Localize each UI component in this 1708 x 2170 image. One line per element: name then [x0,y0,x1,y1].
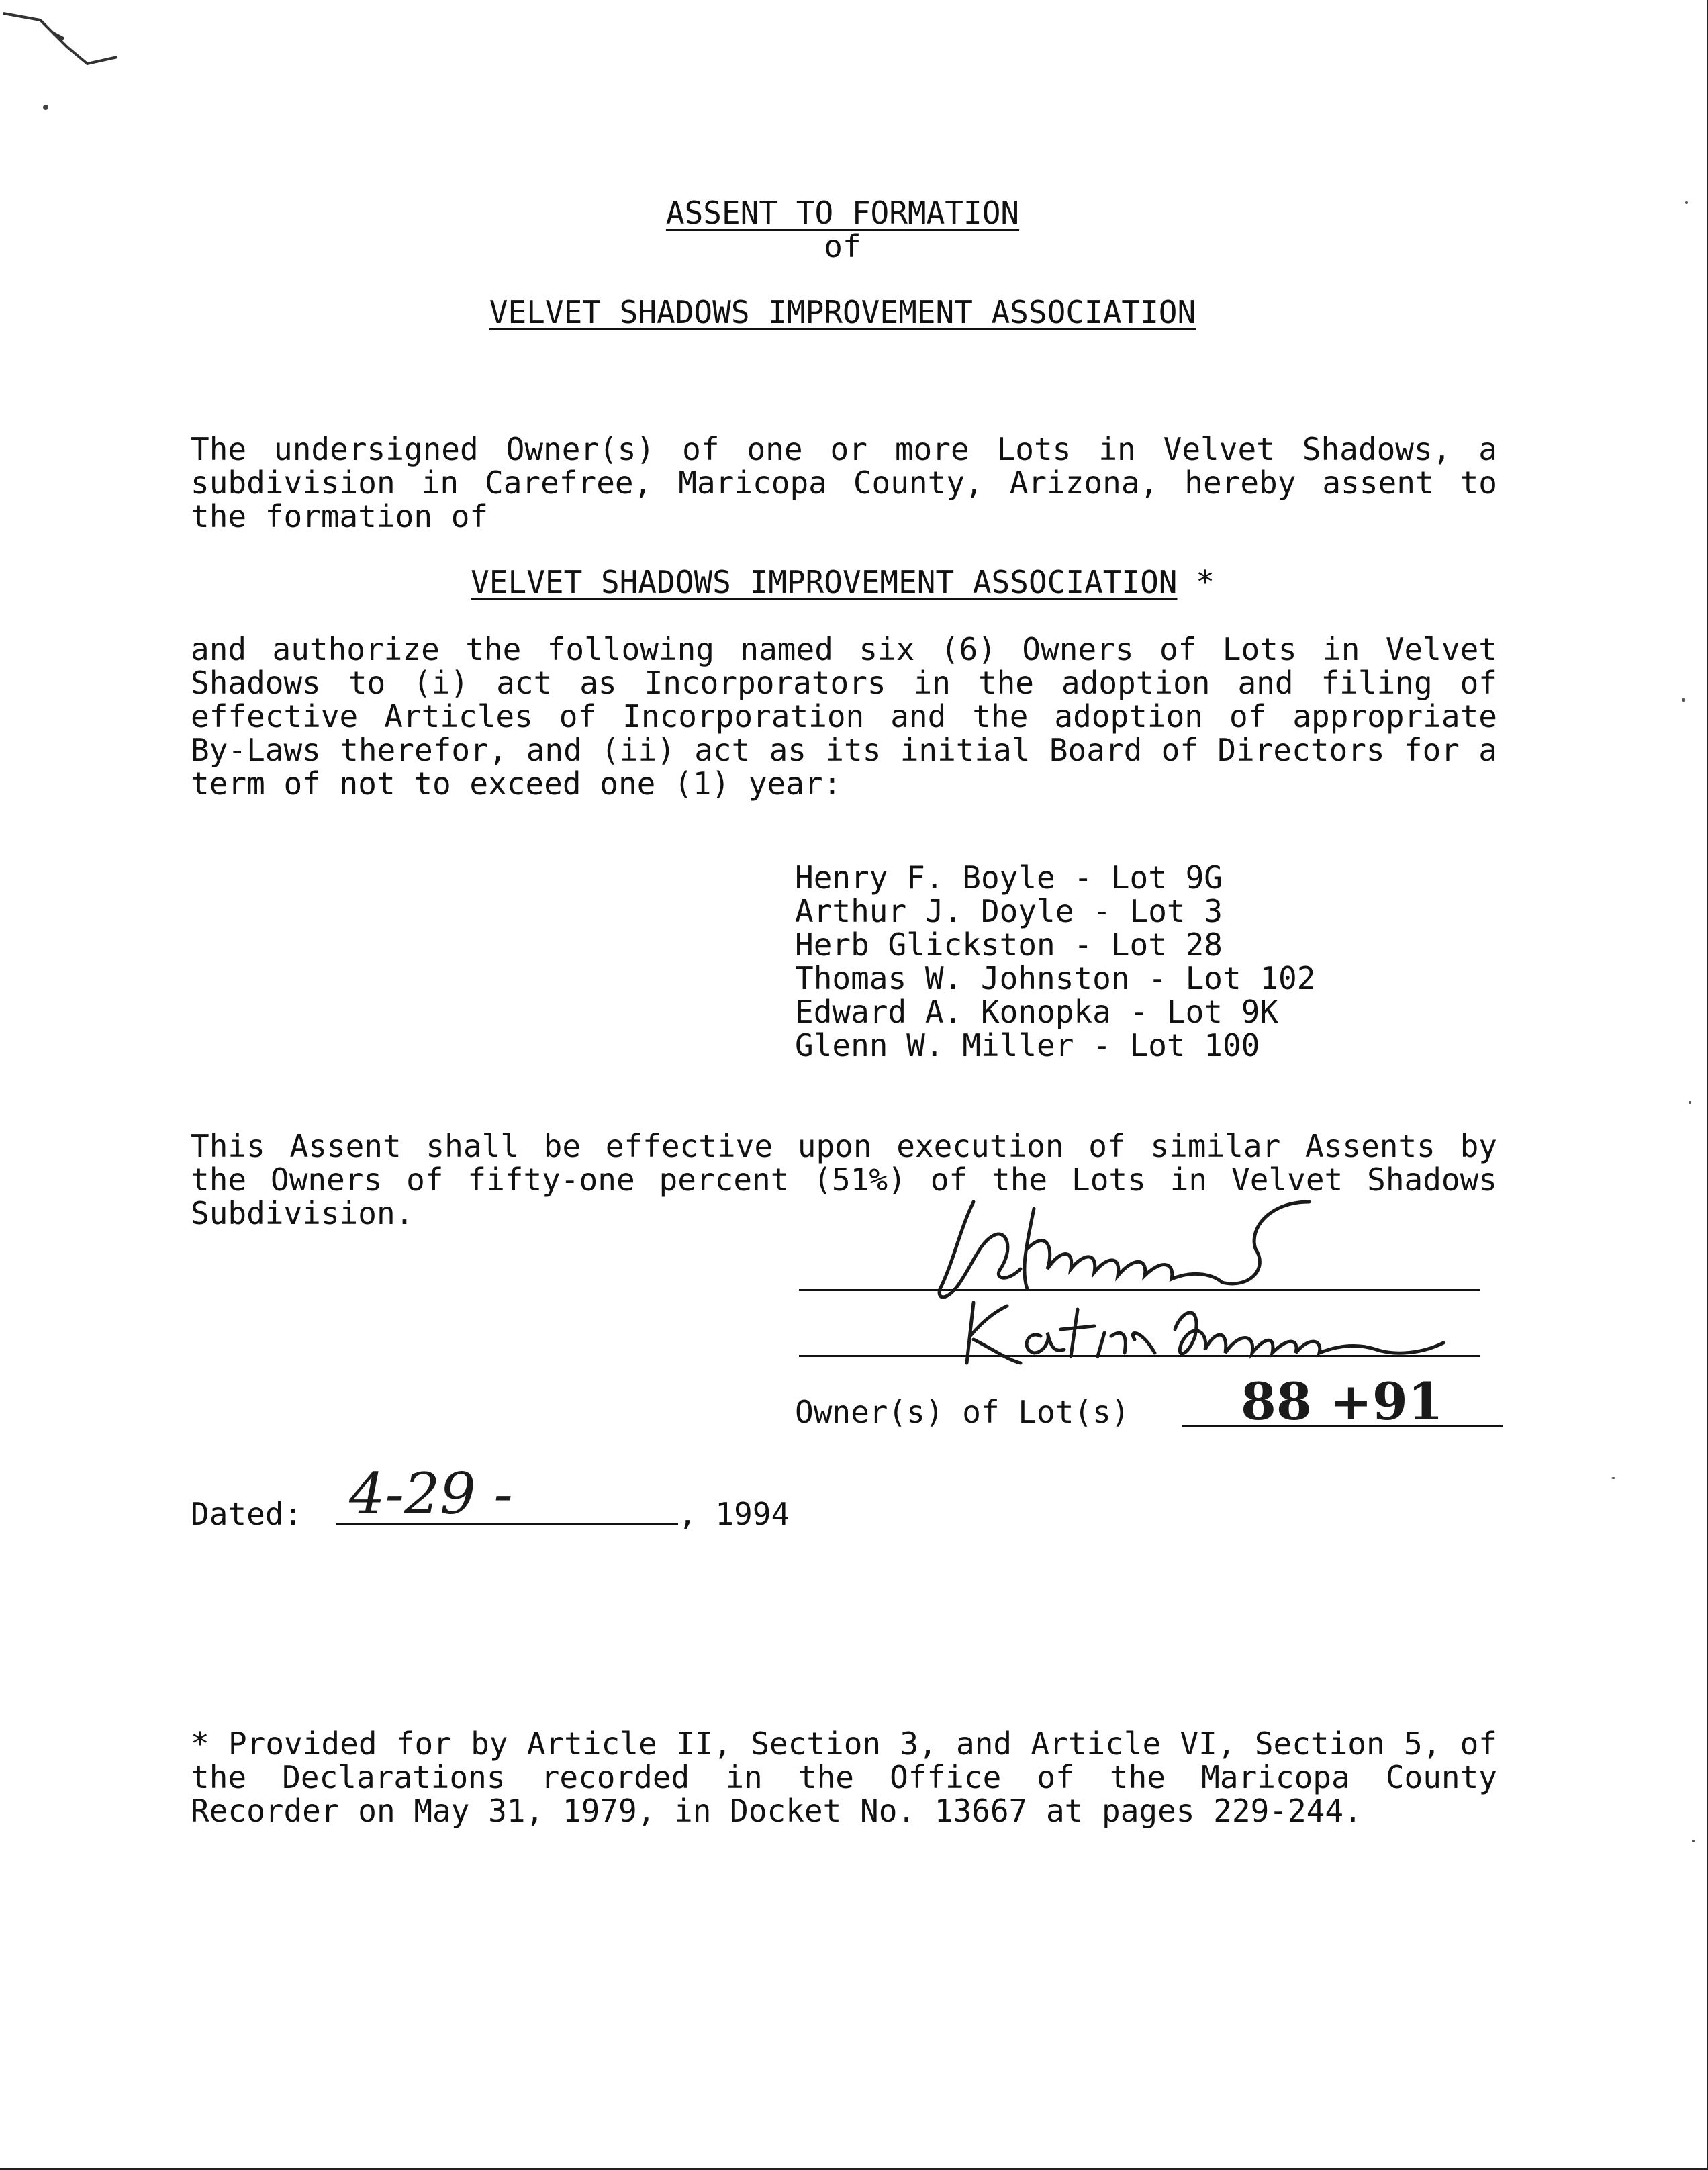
association-title: VELVET SHADOWS IMPROVEMENT ASSOCIATION [489,294,1196,330]
association-heading: VELVET SHADOWS IMPROVEMENT ASSOCIATION [471,564,1178,600]
scan-speck [1689,1101,1691,1104]
footnote: * Provided for by Article II, Section 3, and Article VI, Section 5, of the Declarations recorded in the Office of the Maricopa County Recorder on May 31, 1979, in Docket No. 13667 at pages 229-244. [191,1726,1497,1829]
intro-paragraph: The undersigned Owner(s) of one or more Lots in Velvet Shadows, a subdivision in Carefree, Maricopa County, Arizona, hereby assent to the formation of [191,431,1497,534]
incorporator-item: Herb Glickston - Lot 28 [795,927,1223,963]
owner-lot-value: 88 +91 [1241,1372,1443,1431]
signature-2 [960,1289,1470,1376]
effective-clause: This Assent shall be effective upon execution of similar Assents by the Owners of fifty-one percent (51%) of the Lots in Velvet Shadows Subdivision. [191,1128,1497,1231]
scan-speck [1692,1840,1695,1842]
association-heading-line [0,565,1685,599]
owner-lot-label: Owner(s) of Lot(s) [795,1394,1130,1430]
authorization-paragraph: and authorize the following named six (6) Owners of Lots in Velvet Shadows to (i) act as Incorporators in the adoption and filing of effective Articles of Incorporation and the adoption of appropriate By-Laws therefor, and (ii) act as its initial Board of Directors for a term of not to exceed one (1) year: [191,631,1497,802]
document-title: ASSENT TO FORMATION [665,195,1020,231]
incorporator-item: Edward A. Konopka - Lot 9K [795,994,1279,1030]
dated-label: Dated: [191,1496,303,1532]
incorporators-list [795,861,1315,1062]
scan-speck [1685,201,1688,204]
scan-speck [1611,1477,1615,1479]
scan-mark [0,0,148,134]
document-title-of: of [824,228,861,265]
scan-speck [1682,698,1685,702]
incorporator-item: Glenn W. Miller - Lot 100 [795,1027,1260,1064]
dated-value: 4-29 - [349,1461,513,1527]
incorporator-item: Arthur J. Doyle - Lot 3 [795,893,1223,929]
incorporator-item: Thomas W. Johnston - Lot 102 [795,960,1316,996]
incorporator-item: Henry F. Boyle - Lot 9G [795,859,1223,896]
dated-year: , 1994 [678,1496,790,1532]
association-asterisk: * [1177,564,1215,600]
